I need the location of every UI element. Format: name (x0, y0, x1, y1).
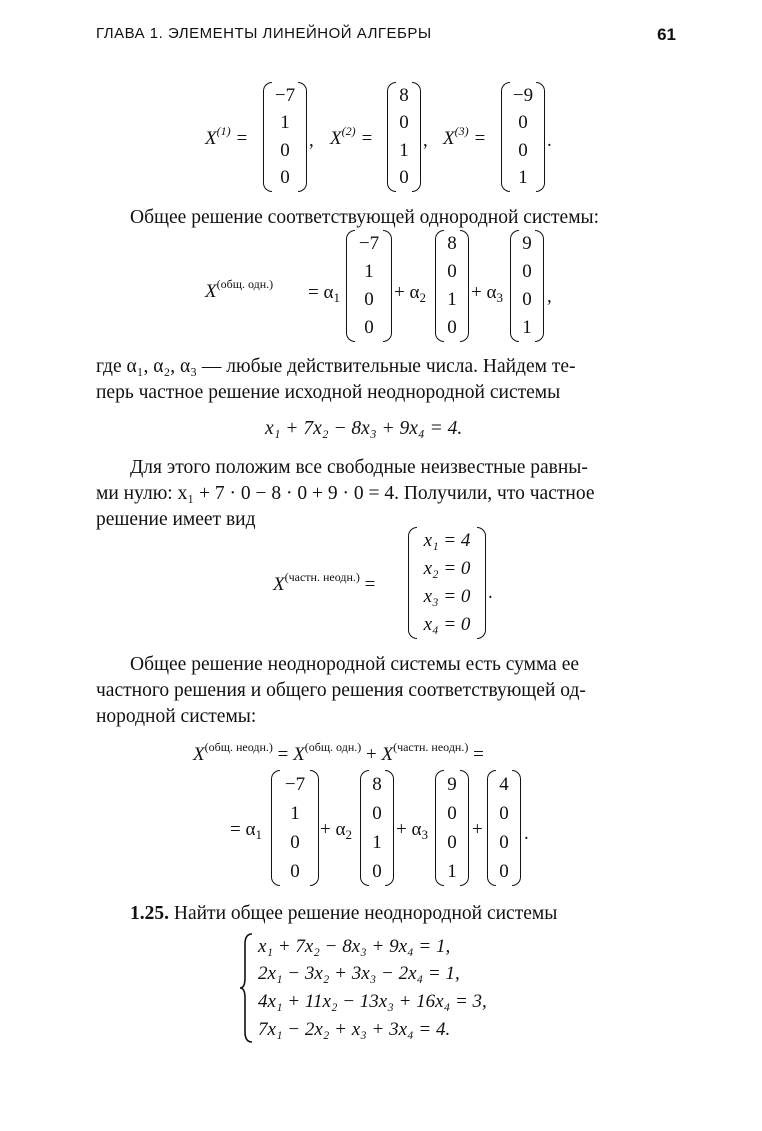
paragraph-free-unknowns-line2: ми нулю: x₁ + 7 · 0 − 8 · 0 + 9 · 0 = 4. Получили, что частное (96, 483, 595, 504)
homog-label: $X^{(общ. одн.)}$ (205, 277, 274, 302)
chapter-title: ГЛАВА 1. ЭЛЕМЕНТЫ ЛИНЕЙНОЙ АЛГЕБРЫ (96, 25, 432, 42)
final-vector-2: 8 0 1 0 (360, 770, 394, 886)
partial-label: $X^{(частн. неодн.)}$ = (273, 570, 376, 595)
equation-first-row: x₁ + 7x₂ − 8x₃ + 9x₄ = 4. (265, 418, 463, 439)
basis-vector-1: −7 1 0 0 (263, 82, 307, 192)
x3-label: $X^{(3)}$ = (443, 124, 487, 149)
basis-vector-2: 8 0 1 0 (387, 82, 421, 192)
problem-statement (130, 901, 702, 927)
system-brace (238, 932, 256, 1044)
final-vector-4: 4 0 0 0 (487, 770, 521, 886)
problem-number: 1.25. (130, 903, 169, 924)
paragraph-alphas-line2: перь частное решение исходной неоднородной системы (96, 382, 561, 403)
x1-label: $X^{(1)}$ = (205, 124, 249, 149)
partial-vector: x₁ = 4 x₂ = 0 x₃ = 0 x₄ = 0 (408, 527, 486, 639)
paragraph-free-unknowns-line1: Для этого положим все свободные неизвестные равны- (130, 457, 588, 478)
final-vector-1: −7 1 0 0 (271, 770, 319, 886)
paragraph-sum-line2: частного решения и общего решения соответствующей од- (96, 680, 586, 701)
system-equation-3: 4x₁ + 11x₂ − 13x₃ + 16x₄ = 3, (258, 991, 487, 1012)
homog-vector-3: 9 0 0 1 (510, 230, 544, 342)
paragraph-sum-line1: Общее решение неоднородной системы есть сумма ее (130, 654, 580, 675)
homog-vector-1: −7 1 0 0 (346, 230, 392, 342)
paragraph-homogeneous-intro: Общее решение соответствующей однородной системы: (130, 207, 600, 228)
paragraph-sum-line3: нородной системы: (96, 706, 257, 727)
sum-equation: $X^{(общ. неодн.)} = X^{(общ. одн.)} + X^{(частн. неодн.)}$ = (193, 740, 484, 765)
final-vector-3: 9 0 0 1 (435, 770, 469, 886)
page-header (96, 25, 676, 49)
problem-text: Найти общее решение неоднородной системы (173, 903, 558, 924)
system-equation-4: 7x₁ − 2x₂ + x₃ + 3x₄ = 4. (258, 1019, 451, 1040)
x2-label: $X^{(2)}$ = (330, 124, 374, 149)
paragraph-free-unknowns-line3: решение имеет вид (96, 509, 256, 530)
homog-vector-2: 8 0 1 0 (435, 230, 469, 342)
basis-vector-3: −9 0 0 1 (501, 82, 545, 192)
page-number: 61 (657, 25, 676, 44)
paragraph-alphas-line1: где α₁, α₂, α₃ — любые действительные числа. Найдем те- (96, 356, 576, 377)
system-equation-2: 2x₁ − 3x₂ + 3x₃ − 2x₄ = 1, (258, 963, 460, 984)
system-equation-1: x₁ + 7x₂ − 8x₃ + 9x₄ = 1, (258, 936, 451, 957)
